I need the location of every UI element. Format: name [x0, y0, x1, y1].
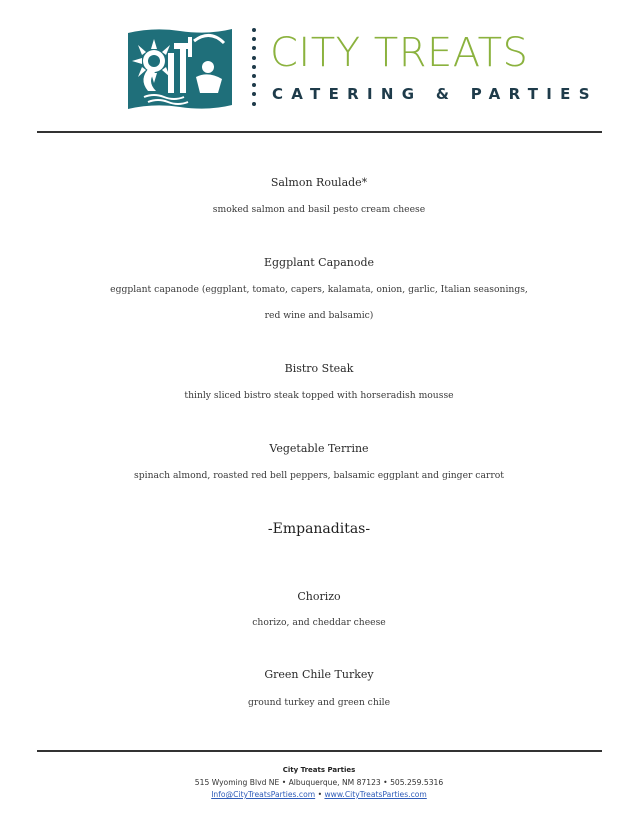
- menu-item-description: thinly sliced bistro steak topped with horseradish mousse: [184, 390, 454, 401]
- footer-rule: [37, 750, 602, 752]
- section-heading: -Empanaditas-: [267, 521, 371, 537]
- city-treats-logo-icon: [124, 27, 236, 111]
- email-link[interactable]: Info@CityTreatsParties.com: [211, 790, 316, 799]
- header-rule: [37, 131, 602, 133]
- dotted-divider: [250, 28, 258, 112]
- menu-item-description: smoked salmon and basil pesto cream cheese: [212, 204, 426, 215]
- menu-item-name: Chorizo: [297, 590, 341, 603]
- menu-item-name: Bistro Steak: [284, 362, 354, 375]
- footer-contact: [0, 790, 638, 799]
- menu-item-name: Green Chile Turkey: [264, 668, 374, 681]
- brand-tagline: CATERING & PARTIES: [272, 85, 598, 103]
- menu-item-description: chorizo, and cheddar cheese: [252, 617, 386, 628]
- menu-item-name: Salmon Roulade*: [270, 176, 368, 189]
- website-link[interactable]: www.CityTreatsParties.com: [324, 790, 427, 799]
- menu-item-name: Eggplant Capanode: [263, 256, 375, 269]
- menu-item-description: red wine and balsamic): [264, 310, 374, 321]
- menu-item-name: Vegetable Terrine: [269, 442, 369, 455]
- menu-item-description: ground turkey and green chile: [247, 697, 391, 708]
- letterhead: [0, 0, 638, 130]
- footer-company: City Treats Parties: [282, 766, 356, 774]
- brand-name: CITY TREATS: [270, 30, 529, 76]
- menu-item-description: eggplant capanode (eggplant, tomato, capers, kalamata, onion, garlic, Italian seasonings,: [110, 284, 528, 295]
- footer-separator: •: [317, 790, 323, 799]
- menu-item-description: spinach almond, roasted red bell peppers, balsamic eggplant and ginger carrot: [134, 470, 504, 481]
- footer-address: 515 Wyoming Blvd NE • Albuquerque, NM 87123 • 505.259.5316: [194, 778, 444, 787]
